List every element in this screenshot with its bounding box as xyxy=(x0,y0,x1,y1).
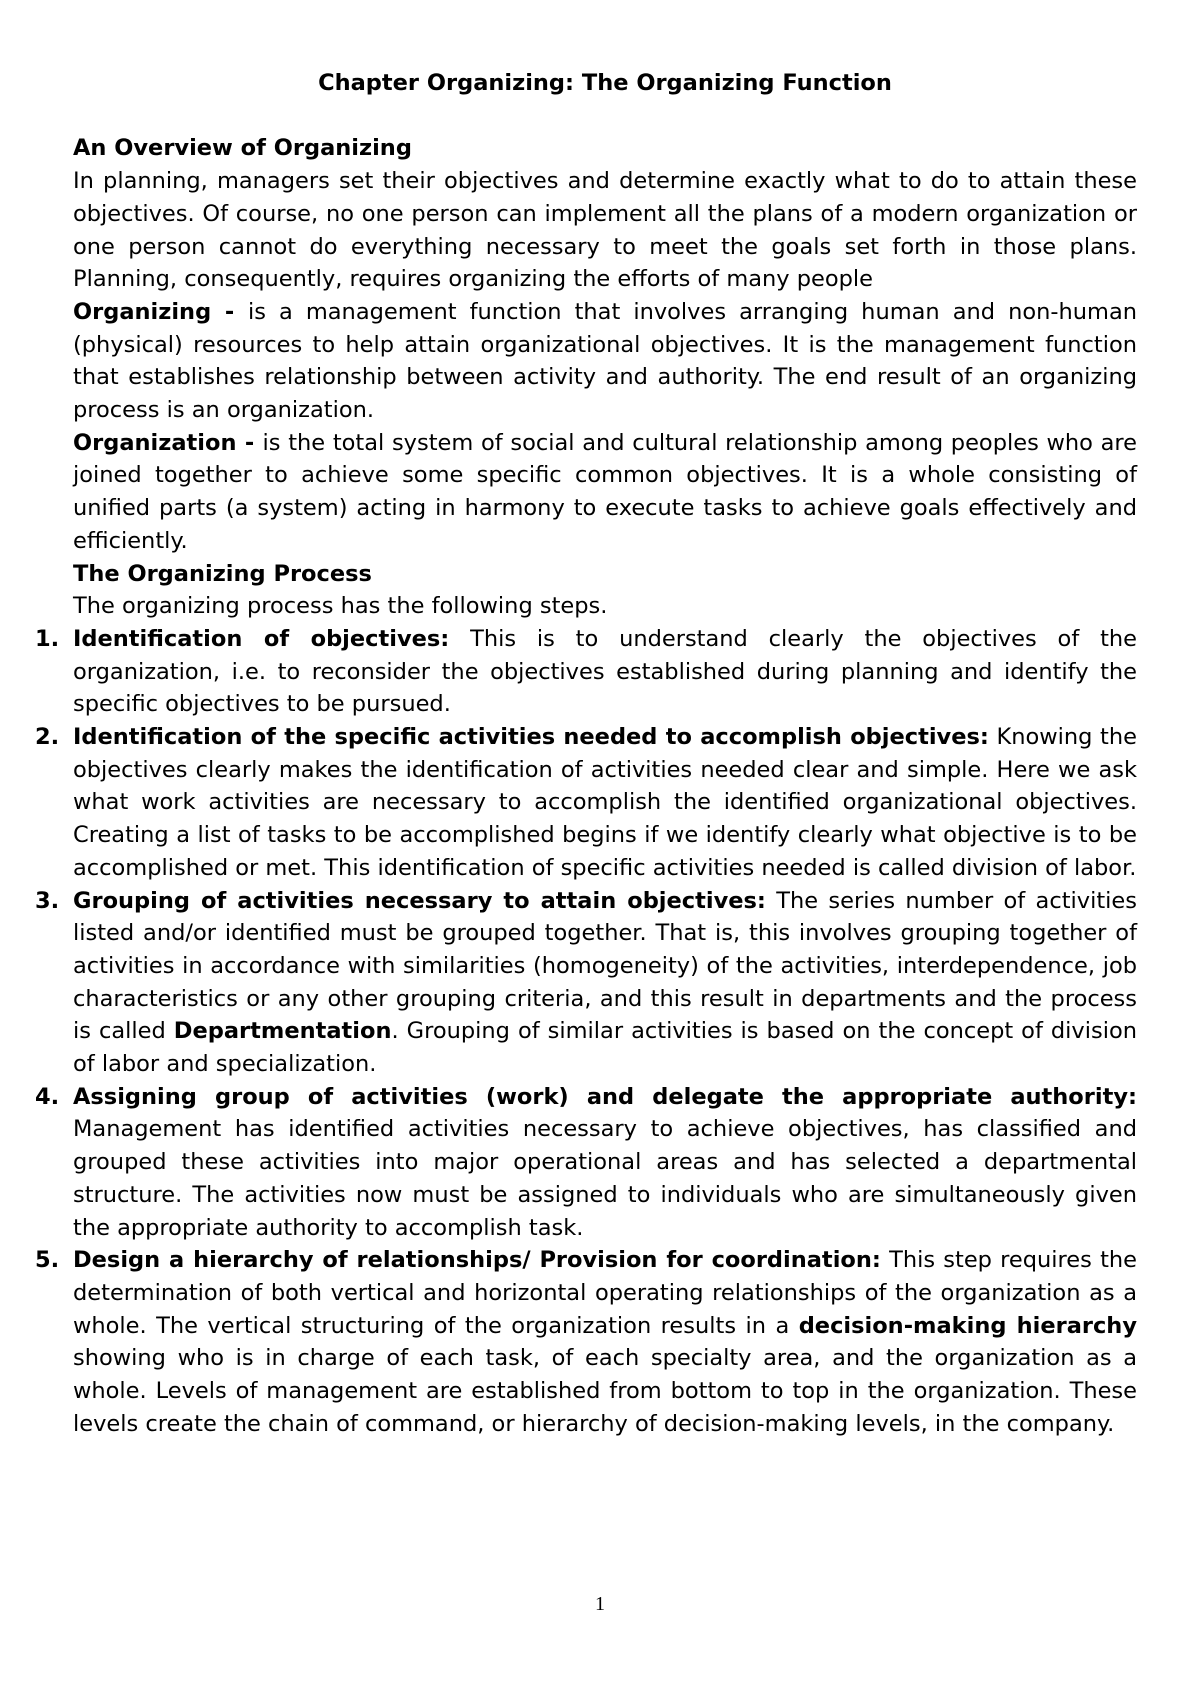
organizing-term: Organizing - xyxy=(73,298,248,325)
step-heading: Assigning group of activities (work) and delegate the appropriate authority: xyxy=(73,1083,1137,1110)
process-steps-list xyxy=(35,623,1137,1441)
step-text: The series number of activities listed and/or identified must be grouped together. That is, this involves grouping together of activities in accordance with similarities (homogeneity) of the activities, interdependence, job characteristics or any other grouping criteria, and this result in departments and the process is called xyxy=(73,887,1137,1045)
step-text: This step requires the determination of both vertical and horizontal operating relationships of the organization as a whole. The vertical structuring of the organization results in a xyxy=(73,1247,1137,1339)
step-heading: Identification of objectives: xyxy=(73,625,450,652)
step-number: 1. xyxy=(35,625,60,652)
overview-heading: An Overview of Organizing xyxy=(73,135,412,162)
step-text-continued: . Grouping of similar activities is based on the concept of division of labor and specialization. xyxy=(73,1018,1137,1078)
spacer xyxy=(73,100,1137,133)
step-item xyxy=(35,1244,1137,1440)
step-bold-term: Departmentation xyxy=(173,1018,392,1045)
step-number: 2. xyxy=(35,724,60,751)
chapter-title: Chapter Organizing: The Organizing Function xyxy=(318,70,892,96)
step-text: Management has identified activities necessary to achieve objectives, has classified and grouped these activities into major operational areas and has selected a departmental structure. The activities now must be assigned to individuals who are simultaneously given the appropriate authority to accomplish task. xyxy=(73,1116,1137,1241)
organization-term: Organization - xyxy=(73,429,263,456)
page-content xyxy=(35,67,1137,1441)
step-item xyxy=(35,1081,1137,1245)
page-number: 1 xyxy=(595,1593,605,1615)
process-heading: The Organizing Process xyxy=(73,560,372,587)
step-bold-term: decision-making hierarchy xyxy=(798,1312,1137,1339)
step-heading: Identification of the specific activities needed to accomplish objectives: xyxy=(73,724,989,751)
step-item xyxy=(35,623,1137,721)
step-heading: Grouping of activities necessary to attain objectives: xyxy=(73,887,766,914)
organizing-def-text: is a management function that involves arranging human and non-human (physical) resources to help attain organizational objectives. It is the management function that establishes relationship between activity and authority. The end result of an organizing process is an organization. xyxy=(73,298,1137,424)
overview-paragraph: In planning, managers set their objectives and determine exactly what to do to attain these objectives. Of course, no one person can implement all the plans of a modern organization or one person cannot do everything necessary to meet the goals set forth in those plans. Planning, consequently, requires organizing the efforts of many people xyxy=(73,168,1137,293)
step-number: 4. xyxy=(35,1083,60,1110)
step-heading: Design a hierarchy of relationships/ Provision for coordination: xyxy=(73,1247,881,1274)
organizing-definition xyxy=(73,296,1137,427)
organization-definition xyxy=(73,427,1137,558)
process-intro: The organizing process has the following steps. xyxy=(73,593,608,620)
step-item xyxy=(35,721,1137,885)
step-number: 3. xyxy=(35,887,60,914)
step-text: Knowing the objectives clearly makes the identification of activities needed clear and simple. Here we ask what work activities are necessary to accomplish the identified organizational objectives. Creating a list of tasks to be accomplished begins if we identify clearly what objective is to be accomplished or met. This identification of specific activities needed is called division of labor. xyxy=(73,724,1137,881)
organization-def-text: is the total system of social and cultural relationship among peoples who are joined together to achieve some specific common objectives. It is a whole consisting of unified parts (a system) acting in harmony to execute tasks to achieve goals effectively and efficiently. xyxy=(73,429,1137,554)
step-text: This is to understand clearly the objectives of the organization, i.e. to reconsider the objectives established during planning and identify the specific objectives to be pursued. xyxy=(73,625,1137,718)
step-number: 5. xyxy=(35,1247,60,1274)
step-text-continued: showing who is in charge of each task, of each specialty area, and the organization as a whole. Levels of management are established from bottom to top in the organization. These levels create the chain of command, or hierarchy of decision-making levels, in the company. xyxy=(73,1345,1137,1437)
step-item xyxy=(35,885,1137,1081)
